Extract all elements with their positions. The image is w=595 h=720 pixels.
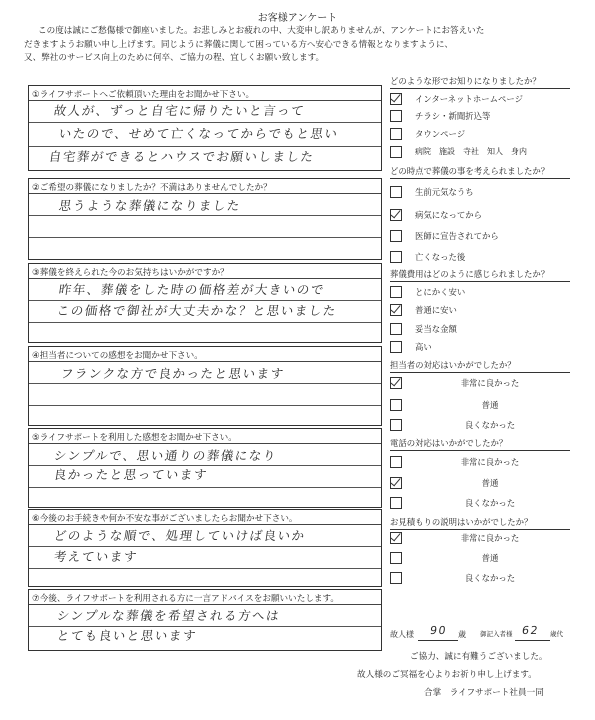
checked-checkbox[interactable] xyxy=(390,477,402,489)
question-7-label: ⑦今後、ライフサポートを利用される方に一言アドバイスをお願いいたします。 xyxy=(29,590,381,605)
checkbox[interactable] xyxy=(390,399,402,411)
question-3-answer-line: 昨年、葬儀をした時の価格差が大きいので xyxy=(57,282,326,297)
checklist-option-label: とにかく安い xyxy=(415,287,466,297)
checklist-option[interactable] xyxy=(390,323,575,337)
checkbox[interactable] xyxy=(390,572,402,584)
checkbox[interactable] xyxy=(390,456,402,468)
checklist-option-label: 医師に宣告されてから xyxy=(415,231,499,241)
checkbox[interactable] xyxy=(390,186,402,198)
age-line xyxy=(390,624,570,641)
question-5-answer-line: 良かったと思っています xyxy=(52,467,209,482)
checklist-option-label: インターネットホームページ xyxy=(415,94,523,104)
checklist-option[interactable] xyxy=(390,209,575,223)
checkbox[interactable] xyxy=(390,230,402,242)
question-5-box xyxy=(28,428,382,508)
orderer-age-label: 御記入者様 xyxy=(480,630,513,638)
checklist-option-label: 普通 xyxy=(481,478,499,488)
orderer-age-unit: 歳代 xyxy=(550,630,563,638)
deceased-age-value: 90 xyxy=(429,624,448,637)
checked-checkbox[interactable] xyxy=(390,377,402,389)
question-6-answer-line: 考えています xyxy=(52,549,139,564)
checklist-option-label: 普通 xyxy=(481,400,499,410)
checklist-heading: 葬儀費用はどのように感じられましたか？ xyxy=(390,268,570,282)
checklist-option-label: 良くなかった xyxy=(464,498,516,508)
checklist-option[interactable] xyxy=(390,572,575,586)
checklist-option-label: 亡くなった後 xyxy=(415,252,466,262)
question-6-box xyxy=(28,509,382,587)
checkbox[interactable] xyxy=(390,251,402,263)
intro-line: だきますようお願い申し上げます。同じように葬儀に関して困っている方へ安心できる情報となりますように、 xyxy=(24,39,454,50)
checked-checkbox[interactable] xyxy=(390,304,402,316)
checklist-option[interactable] xyxy=(390,456,575,470)
checklist-option[interactable] xyxy=(390,146,575,160)
question-1-answer-line: 自宅葬ができるとハウスでお願いしました xyxy=(47,149,316,164)
checklist-option[interactable] xyxy=(390,532,575,546)
checklist-heading: 担当者の対応はいかがでしたか？ xyxy=(390,359,570,373)
checklist-option[interactable] xyxy=(390,341,575,355)
checklist-option[interactable] xyxy=(390,304,575,318)
checklist-option-label: 非常に良かった xyxy=(460,533,520,543)
question-7-answer-line: シンプルな葬儀を希望される方へは xyxy=(55,608,282,623)
checked-checkbox[interactable] xyxy=(390,532,402,544)
checked-checkbox[interactable] xyxy=(390,93,402,105)
deceased-age-unit: 歳 xyxy=(458,630,466,639)
checklist-heading: どのような形でお知りになりましたか？ xyxy=(390,75,570,89)
question-1-answer-line: 故人が、ずっと自宅に帰りたいと言って xyxy=(52,103,307,118)
question-4-label: ④担当者についての感想をお聞かせ下さい。 xyxy=(29,347,381,362)
question-1-box xyxy=(28,85,382,171)
checklist-option[interactable] xyxy=(390,93,575,107)
checklist-heading: お見積もりの説明はいかがでしたか？ xyxy=(390,516,570,530)
checklist-option[interactable] xyxy=(390,128,575,142)
question-4-box xyxy=(28,346,382,426)
question-6-answer-line: どのような順で、処理していけば良いか xyxy=(52,528,307,543)
question-7-answer-line: とても良いと思います xyxy=(55,628,198,643)
checklist-heading: 電話の対応はいかがでしたか？ xyxy=(390,437,570,451)
checklist-option[interactable] xyxy=(390,497,575,511)
checklist-option[interactable] xyxy=(390,110,575,124)
question-6-label: ⑥今後のお手続きや何か不安な事がございましたらお聞かせ下さい。 xyxy=(29,510,381,525)
checklist-option-label: 非常に良かった xyxy=(460,378,520,388)
closing-thanks: ご協力、誠に有難うございました。 xyxy=(410,652,548,662)
checkbox[interactable] xyxy=(390,128,402,140)
checklist-option-label: チラシ・新聞折込等 xyxy=(415,111,491,121)
intro-line: 又、弊社のサービス向上のために何卒、ご協力の程、宜しくお願い致します。 xyxy=(24,53,325,63)
checkbox[interactable] xyxy=(390,146,402,158)
question-2-box xyxy=(28,178,382,260)
checklist-option[interactable] xyxy=(390,286,575,300)
checkbox[interactable] xyxy=(390,323,402,335)
orderer-age-value: 62 xyxy=(521,624,540,637)
checklist-option[interactable] xyxy=(390,377,575,391)
checked-checkbox[interactable] xyxy=(390,209,402,221)
checklist-option-label: 普通 xyxy=(481,553,499,563)
checklist-option[interactable] xyxy=(390,477,575,491)
closing-condolence: 故人様のご冥福を心よりお祈り申し上げます。 xyxy=(357,670,537,680)
checkbox[interactable] xyxy=(390,419,402,431)
question-3-answer-line: この価格で御社が大丈夫かな？と思いました xyxy=(55,303,338,318)
form-title: お客様アンケート xyxy=(257,13,338,24)
checklist-option-label: 妥当な金額 xyxy=(415,324,457,334)
question-1-answer-line: いたので、せめて亡くなってからでもと思い xyxy=(57,126,340,141)
checkbox[interactable] xyxy=(390,552,402,564)
question-7-box xyxy=(28,589,382,651)
checklist-option[interactable] xyxy=(390,399,575,413)
deceased-age-label: 故人様 xyxy=(390,630,414,639)
checklist-option[interactable] xyxy=(390,552,575,566)
checkbox[interactable] xyxy=(390,110,402,122)
checklist-option-label: 非常に良かった xyxy=(460,457,520,467)
checklist-option-label: 高い xyxy=(415,342,432,352)
question-3-box xyxy=(28,263,382,343)
question-2-answer-line: 思うような葬儀になりました xyxy=(57,198,242,213)
intro-text xyxy=(24,25,485,66)
checklist-option[interactable] xyxy=(390,251,575,265)
checkbox[interactable] xyxy=(390,497,402,509)
question-5-answer-line: シンプルで、思い通りの葬儀になり xyxy=(52,448,278,463)
intro-line: この度は誠にご愁傷様で御座いました。お悲しみとお疲れの中、大変申し訳ありませんが、アンケートにお答えいた xyxy=(38,26,485,36)
checklist-option-label: タウンページ xyxy=(415,129,466,139)
checklist-option-label: 病院 施設 寺社 知人 身内 xyxy=(415,147,527,156)
checklist-option-label: 病気になってから xyxy=(415,210,482,220)
checklist-option[interactable] xyxy=(390,419,575,433)
question-5-label: ⑤ライフサポートを利用した感想をお聞かせ下さい。 xyxy=(29,429,381,444)
checkbox[interactable] xyxy=(390,286,402,298)
question-3-label: ③葬儀を終えられた今のお気持ちはいかがですか？ xyxy=(29,264,381,279)
checklist-option-label: 生前元気なうち xyxy=(415,187,474,197)
closing-signature: 合掌 ライフサポート社員一同 xyxy=(424,688,544,698)
checklist-option[interactable] xyxy=(390,230,575,244)
checkbox[interactable] xyxy=(390,341,402,353)
checklist-option-label: 普通に安い xyxy=(415,305,457,315)
question-2-label: ②ご希望の葬儀になりましたか？不満はありませんでしたか？ xyxy=(29,179,381,194)
checklist-heading: どの時点で葬儀の事を考えられましたか？ xyxy=(390,165,570,179)
checklist-option-label: 良くなかった xyxy=(464,420,516,430)
question-1-label: ①ライフサポートへご依頼頂いた理由をお聞かせ下さい。 xyxy=(29,86,381,101)
checklist-option-label: 良くなかった xyxy=(464,573,516,583)
question-4-answer-line: フランクな方で良かったと思います xyxy=(59,366,286,381)
checklist-option[interactable] xyxy=(390,186,575,200)
